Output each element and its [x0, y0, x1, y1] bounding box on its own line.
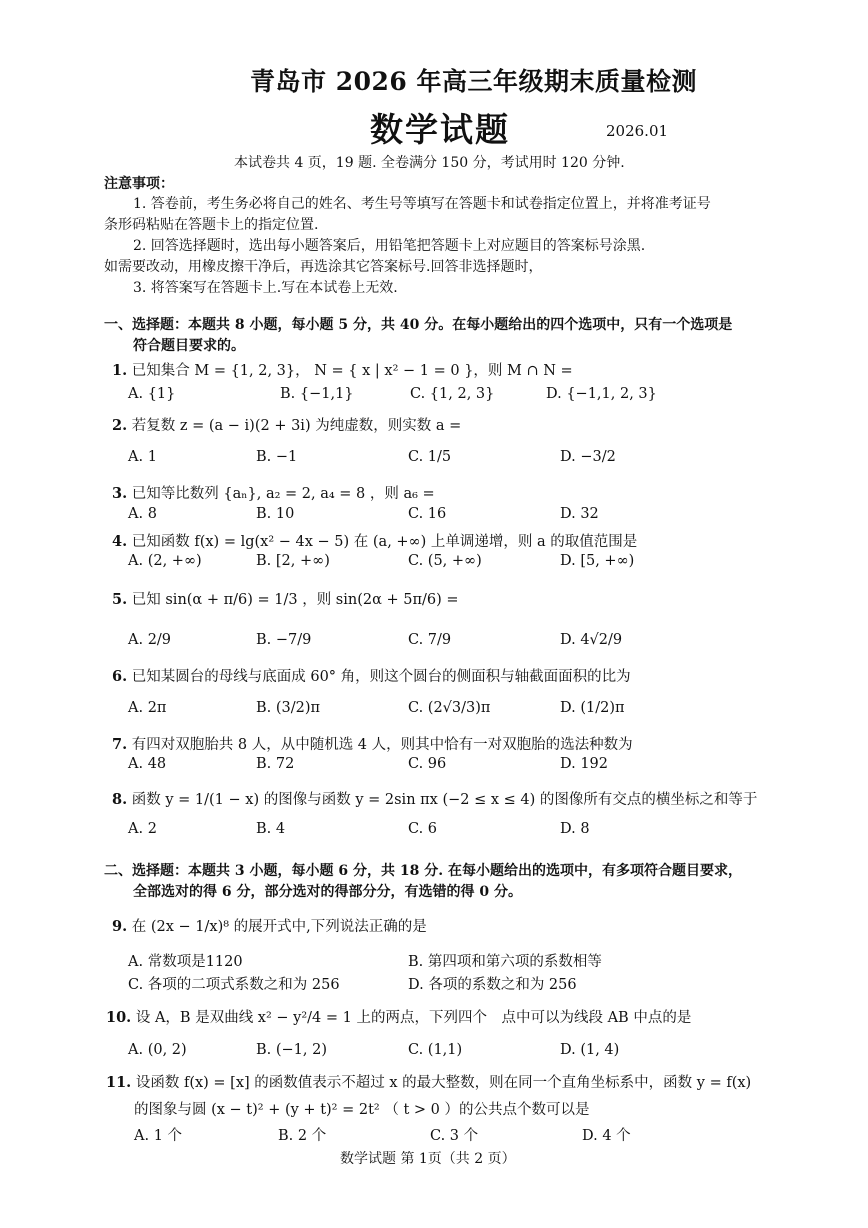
question-9 [112, 915, 427, 936]
option-a: A. 8 [128, 506, 157, 522]
question-number: 10. [106, 1009, 132, 1026]
question-stem: 若复数 z = (a − i)(2 + 3i) 为纯虚数，则实数 a = [131, 418, 462, 434]
question-stem: 设函数 f(x) = [x] 的函数值表示不超过 x 的最大整数，则在同一个直角坐标系中，函数 y = f(x) [135, 1075, 752, 1091]
option-b: B. 4 [256, 821, 286, 837]
question-number: 9. [112, 918, 128, 935]
section-1-heading-cont: 符合题目要求的。 [133, 338, 245, 354]
option-a: A. 2 [128, 821, 157, 837]
option-a: A. 2/9 [128, 632, 172, 648]
option-a: A. 48 [128, 756, 167, 772]
option-d: D. [5, +∞) [560, 553, 635, 569]
question-11-cont: 的图象与圆 (x − t)² + (y + t)² = 2t² （ t > 0 ）的公共点个数可以是 [134, 1102, 590, 1118]
question-stem: 已知集合 M = {1, 2, 3}， N = { x | x² − 1 = 0 }，则 M ∩ N = [131, 363, 573, 379]
question-8 [112, 788, 757, 809]
option-b: B. −7/9 [256, 632, 312, 648]
question-number: 11. [106, 1074, 132, 1091]
question-stem: 已知等比数列 {aₙ}, a₂ = 2, a₄ = 8 ，则 a₆ = [131, 486, 435, 502]
notice-line-4: 如需要改动，用橡皮擦干净后，再选涂其它答案标号.回答非选择题时， [104, 259, 543, 275]
question-6 [112, 665, 631, 686]
question-stem: 已知某圆台的母线与底面成 60° 角，则这个圆台的侧面积与轴截面面积的比为 [131, 669, 631, 685]
option-c: C. 96 [408, 756, 447, 772]
notice-line-3: 2. 回答选择题时，选出每小题答案后，用铅笔把答题卡上对应题目的答案标号涂黑. [133, 238, 646, 254]
option-d: D. 8 [560, 821, 590, 837]
option-b: B. 2 个 [278, 1128, 327, 1144]
section-1-heading: 一、选择题：本题共 8 小题，每小题 5 分，共 40 分。在每小题给出的四个选项中，只有一个选项是 [104, 317, 733, 333]
option-a: A. 常数项是1120 [128, 954, 243, 970]
question-number: 2. [112, 417, 128, 434]
option-c: C. 7/9 [408, 632, 452, 648]
option-d: D. 4√2/9 [560, 632, 623, 648]
option-b: B. (−1, 2) [256, 1042, 328, 1058]
question-stem: 在 (2x − 1/x)⁸ 的展开式中,下列说法正确的是 [131, 919, 427, 935]
question-number: 7. [112, 736, 128, 753]
question-number: 4. [112, 533, 128, 550]
notice-line-5: 3. 将答案写在答题卡上.写在本试卷上无效. [133, 280, 398, 296]
option-a: A. 2π [128, 700, 167, 716]
option-d: D. 4 个 [582, 1128, 631, 1144]
question-stem: 有四对双胞胎共 8 人，从中随机选 4 人，则其中恰有一对双胞胎的选法种数为 [131, 737, 633, 753]
exam-subtitle: 数学试题 [370, 110, 510, 149]
option-b: B. 第四项和第六项的系数相等 [408, 954, 602, 970]
question-number: 5. [112, 591, 128, 608]
section-2-heading-cont: 全部选对的得 6 分，部分选对的得部分分，有选错的得 0 分。 [133, 884, 522, 900]
question-number: 6. [112, 668, 128, 685]
option-c: C. 各项的二项式系数之和为 256 [128, 977, 340, 993]
option-d: D. −3/2 [560, 449, 616, 465]
option-a: A. (2, +∞) [128, 553, 202, 569]
option-d: D. 32 [560, 506, 599, 522]
option-c: C. (1,1) [408, 1042, 463, 1058]
notice-heading: 注意事项： [104, 176, 174, 192]
option-c: C. (2√3/3)π [408, 700, 491, 716]
question-5 [112, 588, 459, 609]
option-b: B. [2, +∞) [256, 553, 330, 569]
option-b: B. −1 [256, 449, 298, 465]
question-number: 3. [112, 485, 128, 502]
option-b: B. (3/2)π [256, 700, 321, 716]
section-2-heading: 二、选择题：本题共 3 小题，每小题 6 分，共 18 分. 在每小题给出的选项中，有多项符合题目要求， [104, 863, 742, 879]
question-stem: 已知 sin(α + π/6) = 1/3 ，则 sin(2α + 5π/6) = [131, 592, 459, 608]
question-11 [106, 1071, 751, 1092]
option-c: C. 1/5 [408, 449, 452, 465]
question-2 [112, 414, 461, 435]
exam-title: 青岛市 2026 年高三年级期末质量检测 [250, 67, 697, 96]
question-4 [112, 530, 637, 551]
exam-date: 2026.01 [606, 122, 669, 140]
option-d: D. (1, 4) [560, 1042, 620, 1058]
option-c: C. 6 [408, 821, 438, 837]
option-d: D. (1/2)π [560, 700, 625, 716]
option-d: D. {−1,1, 2, 3} [546, 386, 657, 402]
option-b: B. {−1,1} [280, 386, 354, 402]
option-b: B. 72 [256, 756, 295, 772]
option-a: A. 1 个 [134, 1128, 183, 1144]
question-7 [112, 733, 633, 754]
option-c: C. 3 个 [430, 1128, 479, 1144]
page-footer: 数学试题 第 1页（共 2 页） [340, 1151, 516, 1167]
option-a: A. 1 [128, 449, 157, 465]
option-c: C. (5, +∞) [408, 553, 482, 569]
exam-info: 本试卷共 4 页，19 题. 全卷满分 150 分，考试用时 120 分钟. [234, 155, 625, 171]
question-stem: 设 A，B 是双曲线 x² − y²/4 = 1 上的两点，下列四个 点中可以为线段 AB 中点的是 [135, 1010, 692, 1026]
question-number: 8. [112, 791, 128, 808]
option-c: C. 16 [408, 506, 447, 522]
question-stem: 函数 y = 1/(1 − x) 的图像与函数 y = 2sin πx (−2 ≤ x ≤ 4) 的图像所有交点的横坐标之和等于 [131, 792, 758, 808]
notice-line-2: 条形码粘贴在答题卡上的指定位置. [104, 217, 319, 233]
question-number: 1. [112, 362, 128, 379]
option-b: B. 10 [256, 506, 295, 522]
question-1 [112, 359, 573, 380]
option-d: D. 各项的系数之和为 256 [408, 977, 577, 993]
question-3 [112, 482, 435, 503]
option-a: A. (0, 2) [128, 1042, 187, 1058]
notice-line-1: 1. 答卷前，考生务必将自己的姓名、考生号等填写在答题卡和试卷指定位置上，并将准考证号 [133, 196, 711, 212]
option-c: C. {1, 2, 3} [410, 386, 495, 402]
question-10 [106, 1006, 691, 1027]
option-d: D. 192 [560, 756, 609, 772]
question-stem: 已知函数 f(x) = lg(x² − 4x − 5) 在 (a, +∞) 上单调递增，则 a 的取值范围是 [131, 534, 638, 550]
option-a: A. {1} [128, 386, 176, 402]
